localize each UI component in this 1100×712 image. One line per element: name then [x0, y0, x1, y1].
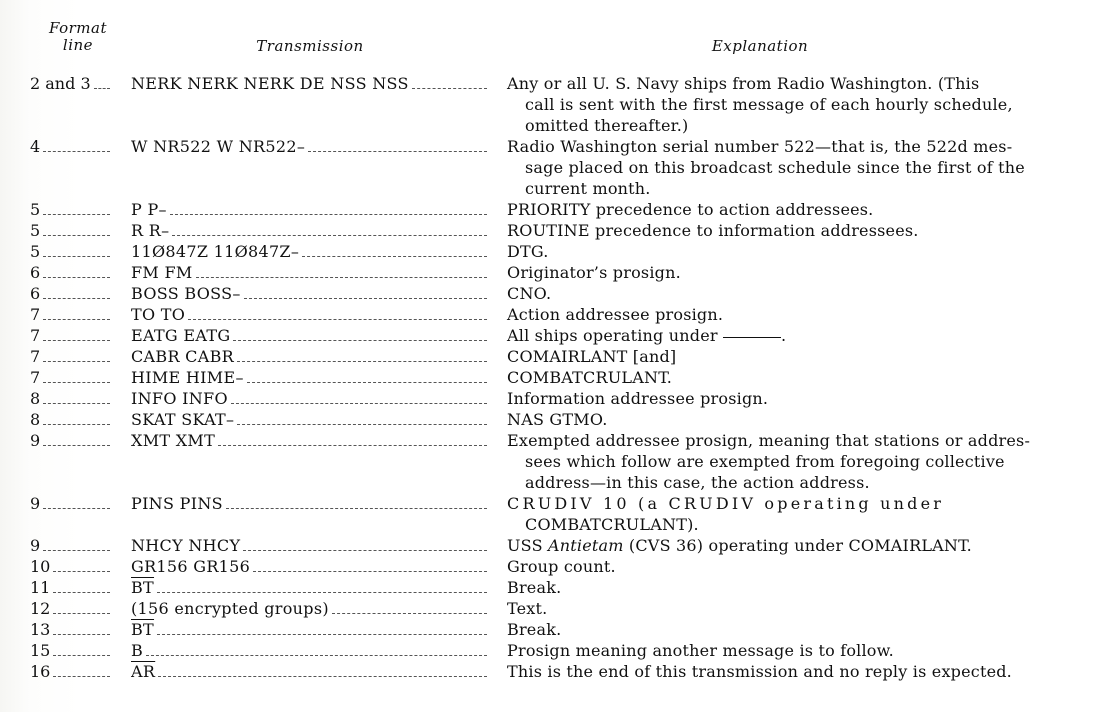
- format-line-cell: [30, 73, 110, 94]
- dot-leader: [43, 151, 110, 152]
- dot-leader: [226, 508, 487, 509]
- explanation-line: COMBATCRULANT).: [525, 515, 699, 534]
- transmission-text: 11Ø847Z 11Ø847Z–: [131, 242, 300, 261]
- format-line-number: 2 and 3: [30, 74, 91, 93]
- transmission-cell: [131, 262, 487, 283]
- dot-leader: [53, 571, 110, 572]
- explanation-line: COMBATCRULANT.: [507, 368, 673, 387]
- format-line-cell: [30, 577, 110, 598]
- format-line-cell: [30, 367, 110, 388]
- transmission-cell: [131, 136, 487, 157]
- dot-leader: [146, 655, 487, 656]
- header-transmission: Transmission: [256, 37, 364, 55]
- explanation-line: PRIORITY precedence to action addressees.: [507, 200, 874, 219]
- transmission-cell: [131, 304, 487, 325]
- transmission-cell: [131, 619, 487, 640]
- transmission-cell: [131, 199, 487, 220]
- dot-leader: [53, 592, 110, 593]
- dot-leader: [237, 361, 487, 362]
- transmission-text: (156 encrypted groups): [131, 599, 329, 618]
- dot-leader: [170, 214, 487, 215]
- transmission-cell: [131, 535, 487, 556]
- transmission-text: CABR CABR: [131, 347, 234, 366]
- transmission-text: $\overline{AR}$: [131, 662, 156, 681]
- table-row: [0, 388, 1100, 409]
- format-line-number: 8: [30, 389, 41, 408]
- dot-leader: [43, 508, 110, 509]
- format-line-number: 13: [30, 620, 51, 639]
- explanation-cell: [507, 430, 1031, 493]
- format-line-number: 9: [30, 536, 41, 555]
- explanation-line: Break.: [507, 620, 562, 639]
- table-row: [0, 661, 1100, 682]
- dot-leader: [43, 361, 110, 362]
- explanation-line: Text.: [507, 599, 548, 618]
- transmission-text: $\overline{BT}$: [131, 620, 155, 639]
- explanation-cell: [507, 577, 1027, 598]
- explanation-cell: [507, 199, 1027, 220]
- dot-leader: [253, 571, 487, 572]
- format-line-number: 5: [30, 221, 41, 240]
- format-line-cell: [30, 241, 110, 262]
- explanation-line: Any or all U. S. Navy ships from Radio Washington. (This: [507, 74, 980, 93]
- format-line-cell: [30, 220, 110, 241]
- explanation-prefix: USS: [507, 536, 549, 555]
- explanation-line: [507, 325, 1027, 346]
- transmission-text: NERK NERK NERK DE NSS NSS: [131, 74, 409, 93]
- header-line-word: line: [62, 36, 94, 54]
- transmission-text: GR156 GR156: [131, 557, 251, 576]
- transmission-text: R R–: [131, 221, 170, 240]
- transmission-cell: [131, 640, 487, 661]
- table-row: [0, 73, 1100, 136]
- format-line-number: 15: [30, 641, 51, 660]
- explanation-cell: [507, 661, 1027, 682]
- dot-leader: [157, 592, 487, 593]
- transmission-cell: [131, 241, 487, 262]
- blank-fill-line: [723, 337, 781, 338]
- dot-leader: [332, 613, 487, 614]
- table-row: [0, 535, 1100, 556]
- explanation-line: current month.: [525, 179, 651, 198]
- dot-leader: [43, 214, 110, 215]
- explanation-line: omitted thereafter.): [525, 116, 689, 135]
- format-line-number: 7: [30, 368, 41, 387]
- dot-leader: [43, 235, 110, 236]
- dot-leader: [308, 151, 487, 152]
- table-row: [0, 367, 1100, 388]
- table-row: [0, 325, 1100, 346]
- explanation-line: sees which follow are exempted from foregoing collective: [525, 452, 1005, 471]
- transmission-text: NHCY NHCY: [131, 536, 241, 555]
- explanation-cell: [507, 136, 1027, 199]
- explanation-line: CRUDIV 10 (a CRUDIV operating under: [507, 494, 945, 513]
- format-line-cell: [30, 619, 110, 640]
- dot-leader: [218, 445, 487, 446]
- table-row: [0, 493, 1100, 535]
- header-format-word: Format: [49, 19, 107, 37]
- dot-leader: [231, 403, 487, 404]
- format-line-cell: [30, 262, 110, 283]
- transmission-cell: [131, 220, 487, 241]
- explanation-line: call is sent with the first message of each hourly schedule,: [525, 95, 1013, 114]
- format-line-number: 6: [30, 284, 41, 303]
- table-row: [0, 283, 1100, 304]
- explanation-line: address—in this case, the action address.: [525, 473, 870, 492]
- explanation-line: sage placed on this broadcast schedule since the first of the: [525, 158, 1025, 177]
- transmission-text: FM FM: [131, 263, 193, 282]
- dot-leader: [196, 277, 487, 278]
- transmission-cell: [131, 367, 487, 388]
- format-line-number: 6: [30, 263, 41, 282]
- table-row: [0, 136, 1100, 199]
- format-line-number: 16: [30, 662, 51, 681]
- format-line-number: 10: [30, 557, 51, 576]
- table-row: [0, 598, 1100, 619]
- dot-leader: [53, 676, 110, 677]
- explanation-cell: [507, 619, 1027, 640]
- explanation-cell: [507, 409, 1027, 430]
- format-line-cell: [30, 199, 110, 220]
- transmission-text: INFO INFO: [131, 389, 228, 408]
- format-line-cell: [30, 556, 110, 577]
- transmission-cell: [131, 346, 487, 367]
- transmission-cell: [131, 661, 487, 682]
- explanation-line: CNO.: [507, 284, 552, 303]
- table-row: [0, 304, 1100, 325]
- transmission-text: B: [131, 641, 144, 660]
- format-line-number: 11: [30, 578, 51, 597]
- table-row: [0, 556, 1100, 577]
- explanation-suffix: .: [781, 326, 787, 345]
- table-row: [0, 346, 1100, 367]
- explanation-cell: [507, 535, 1027, 556]
- transmission-text: W NR522 W NR522–: [131, 137, 306, 156]
- dot-leader: [94, 88, 110, 89]
- format-line-number: 4: [30, 137, 41, 156]
- explanation-line: Action addressee prosign.: [507, 305, 724, 324]
- explanation-line: This is the end of this transmission and no reply is expected.: [507, 662, 1012, 681]
- format-line-cell: [30, 598, 110, 619]
- transmission-text: $\overline{BT}$: [131, 578, 155, 597]
- dot-leader: [43, 424, 110, 425]
- transmission-text: BOSS BOSS–: [131, 284, 241, 303]
- table-row: [0, 262, 1100, 283]
- transmission-cell: [131, 409, 487, 430]
- format-line-cell: [30, 661, 110, 682]
- transmission-text: HIME HIME–: [131, 368, 244, 387]
- table-row: [0, 241, 1100, 262]
- transmission-cell: [131, 388, 487, 409]
- explanation-cell: [507, 493, 1027, 535]
- transmission-text: EATG EATG: [131, 326, 231, 345]
- dot-leader: [158, 676, 487, 677]
- format-line-cell: [30, 535, 110, 556]
- explanation-cell: [507, 556, 1027, 577]
- explanation-cell: [507, 283, 1027, 304]
- format-line-number: 8: [30, 410, 41, 429]
- dot-leader: [243, 550, 487, 551]
- explanation-text: All ships operating under: [507, 326, 718, 345]
- transmission-text: XMT XMT: [131, 431, 216, 450]
- format-line-number: 5: [30, 242, 41, 261]
- transmission-text: SKAT SKAT–: [131, 410, 235, 429]
- dot-leader: [43, 256, 110, 257]
- dot-leader: [247, 382, 487, 383]
- dot-leader: [412, 88, 487, 89]
- explanation-cell: [507, 346, 1027, 367]
- transmission-cell: [131, 283, 487, 304]
- header-format-line: [38, 20, 118, 54]
- dot-leader: [43, 382, 110, 383]
- transmission-cell: [131, 325, 487, 346]
- explanation-line: ROUTINE precedence to information addressees.: [507, 221, 919, 240]
- format-line-cell: [30, 388, 110, 409]
- table-row: [0, 220, 1100, 241]
- explanation-line: Prosign meaning another message is to follow.: [507, 641, 894, 660]
- explanation-line: NAS GTMO.: [507, 410, 608, 429]
- explanation-cell: [507, 262, 1027, 283]
- transmission-cell: [131, 493, 487, 514]
- explanation-cell: [507, 220, 1027, 241]
- table-row: [0, 640, 1100, 661]
- transmission-cell: [131, 556, 487, 577]
- transmission-cell: [131, 598, 487, 619]
- explanation-rest: (CVS 36) operating under COMAIRLANT.: [623, 536, 972, 555]
- dot-leader: [53, 655, 110, 656]
- transmission-text: PINS PINS: [131, 494, 223, 513]
- explanation-cell: [507, 388, 1027, 409]
- dot-leader: [53, 634, 110, 635]
- transmission-cell: [131, 73, 487, 94]
- format-line-cell: [30, 493, 110, 514]
- explanation-cell: [507, 325, 1027, 346]
- table-row: [0, 409, 1100, 430]
- dot-leader: [233, 340, 487, 341]
- table-row: [0, 430, 1100, 493]
- format-table: [0, 73, 1100, 682]
- dot-leader: [244, 298, 487, 299]
- explanation-cell: [507, 304, 1027, 325]
- explanation-line: Radio Washington serial number 522—that is, the 522d mes-: [507, 137, 1013, 156]
- dot-leader: [302, 256, 487, 257]
- format-line-number: 9: [30, 494, 41, 513]
- format-line-cell: [30, 430, 110, 451]
- table-row: [0, 199, 1100, 220]
- format-line-number: 7: [30, 326, 41, 345]
- format-line-number: 7: [30, 305, 41, 324]
- dot-leader: [43, 277, 110, 278]
- dot-leader: [157, 634, 487, 635]
- transmission-text: P P–: [131, 200, 167, 219]
- header-explanation: Explanation: [711, 37, 809, 55]
- dot-leader: [53, 613, 110, 614]
- dot-leader: [43, 403, 110, 404]
- format-line-number: 5: [30, 200, 41, 219]
- dot-leader: [237, 424, 487, 425]
- explanation-line: Exempted addressee prosign, meaning that stations or addres-: [507, 431, 1031, 450]
- explanation-line: Originator’s prosign.: [507, 263, 681, 282]
- format-line-cell: [30, 325, 110, 346]
- format-line-number: 12: [30, 599, 51, 618]
- format-line-cell: [30, 136, 110, 157]
- format-line-number: 7: [30, 347, 41, 366]
- transmission-cell: [131, 430, 487, 451]
- table-row: [0, 577, 1100, 598]
- format-line-cell: [30, 304, 110, 325]
- explanation-line: Information addressee prosign.: [507, 389, 769, 408]
- explanation-line: [507, 535, 1027, 556]
- format-line-number: 9: [30, 431, 41, 450]
- explanation-line: COMAIRLANT [and]: [507, 347, 677, 366]
- dot-leader: [188, 319, 487, 320]
- explanation-cell: [507, 73, 1027, 136]
- format-line-cell: [30, 409, 110, 430]
- format-line-cell: [30, 346, 110, 367]
- explanation-cell: [507, 598, 1027, 619]
- format-line-cell: [30, 640, 110, 661]
- transmission-text: TO TO: [131, 305, 186, 324]
- dot-leader: [43, 298, 110, 299]
- explanation-cell: [507, 367, 1027, 388]
- dot-leader: [43, 550, 110, 551]
- explanation-line: DTG.: [507, 242, 549, 261]
- explanation-line: Break.: [507, 578, 562, 597]
- dot-leader: [43, 340, 110, 341]
- format-line-cell: [30, 283, 110, 304]
- explanation-line: Group count.: [507, 557, 616, 576]
- explanation-cell: [507, 640, 1027, 661]
- transmission-cell: [131, 577, 487, 598]
- dot-leader: [172, 235, 487, 236]
- dot-leader: [43, 445, 110, 446]
- table-row: [0, 619, 1100, 640]
- explanation-cell: [507, 241, 1027, 262]
- ship-name: Antietam: [548, 536, 624, 555]
- dot-leader: [43, 319, 110, 320]
